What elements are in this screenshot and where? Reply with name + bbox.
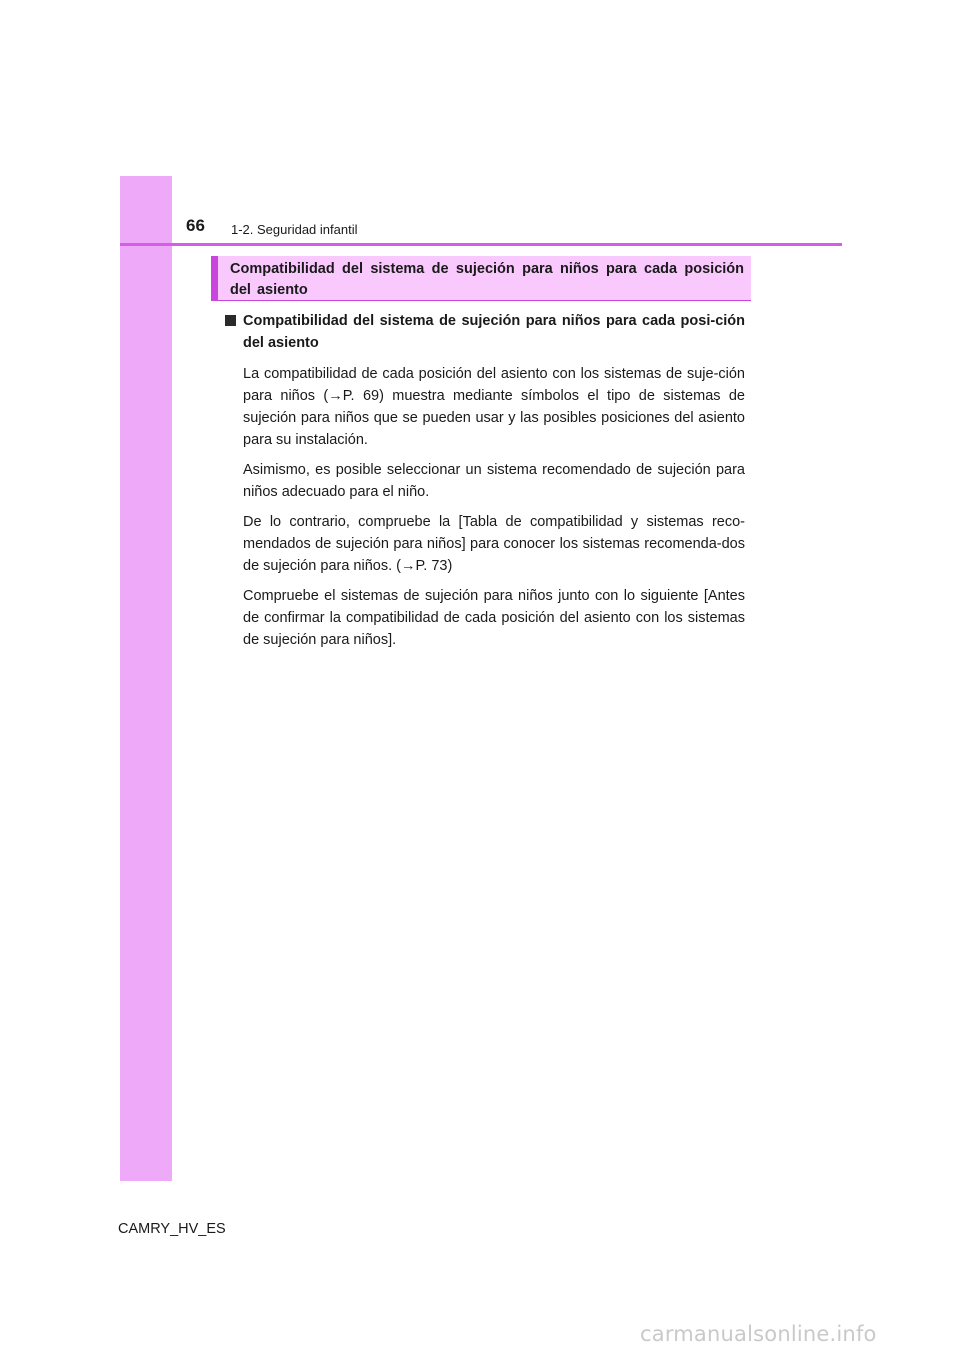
sub-heading <box>243 310 745 354</box>
section-title: 1-2. Seguridad infantil <box>231 222 358 237</box>
sub-heading-text: Compatibilidad del sistema de sujeción para niños para cada posi-ción del asiento <box>243 313 745 351</box>
topic-title-box <box>211 256 751 301</box>
topic-title: Compatibilidad del sistema de sujeción para niños para cada posición del asiento <box>230 261 744 298</box>
header-rule <box>120 243 842 246</box>
document-code: CAMRY_HV_ES <box>118 1221 226 1237</box>
paragraph: Asimismo, es posible seleccionar un sistema recomendado de sujeción para niños adecuado para el niño. <box>243 462 745 500</box>
paragraph: De lo contrario, compruebe la [Tabla de compatibilidad y sistemas reco-mendados de sujeción para niños] para conocer los sistemas recomenda-dos de sujeción para niños. (→P. 73) <box>243 514 745 574</box>
watermark: carmanualsonline.info <box>640 1322 877 1346</box>
paragraph: La compatibilidad de cada posición del asiento con los sistemas de suje-ción para niños (→P. 69) muestra mediante símbolos el tipo de sistemas de sujeción para niños que se pueden usar y las posibles posiciones del asiento para su instalación. <box>243 366 745 448</box>
main-content <box>243 310 745 659</box>
square-bullet-icon <box>225 315 236 326</box>
page-number: 66 <box>186 216 205 235</box>
side-tab-bar <box>120 176 172 1181</box>
paragraph: Compruebe el sistemas de sujeción para niños junto con lo siguiente [Antes de confirmar la compatibilidad de cada posición del asiento con los sistemas de sujeción para niños]. <box>243 588 745 648</box>
